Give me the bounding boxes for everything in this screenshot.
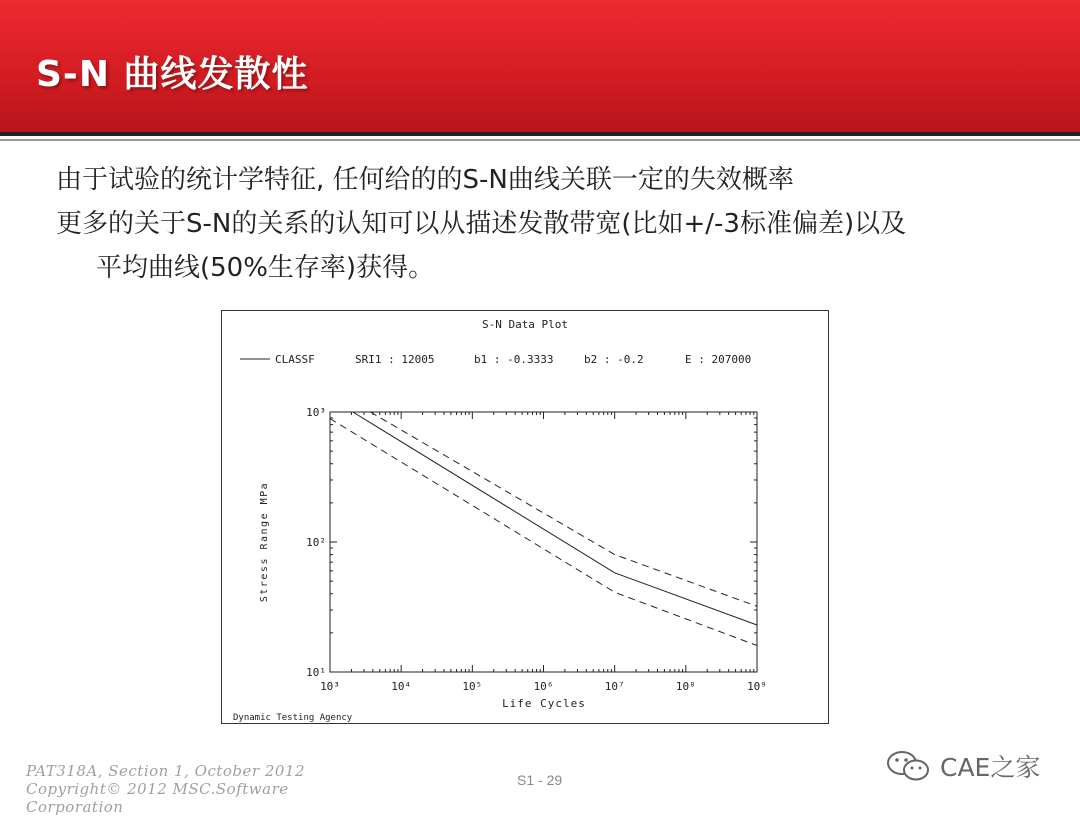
x-tick-label: 10⁵ — [462, 680, 483, 693]
legend-e: E : 207000 — [685, 353, 752, 366]
y-axis-label: Stress Range MPa — [259, 481, 270, 603]
x-tick-label: 10⁸ — [675, 680, 696, 693]
x-tick-label: 10⁷ — [604, 680, 625, 693]
page-number: S1 - 29 — [517, 772, 563, 788]
bullet-2: 更多的关于S-N的关系的认知可以从描述发散带宽(比如+/-3标准偏差)以及 — [56, 209, 907, 239]
legend-b2: b2 : -0.2 — [584, 353, 644, 366]
slide-title: S-N 曲线发散性 — [36, 54, 309, 95]
legend-sri1: SRI1 : 12005 — [355, 353, 435, 366]
watermark — [884, 748, 1040, 784]
footer-copyright — [26, 762, 305, 816]
plot-frame — [330, 412, 757, 672]
title-bar — [0, 0, 1080, 132]
y-tick-label: 10¹ — [306, 666, 326, 679]
footer-line-3: Corporation — [26, 798, 124, 816]
x-tick-label: 10⁶ — [533, 680, 554, 693]
x-axis-label: Life Cycles — [502, 697, 586, 710]
divider-dark — [0, 132, 1080, 136]
watermark-text: CAE之家 — [940, 753, 1041, 782]
bullet-list — [56, 158, 1056, 290]
x-tick-label: 10⁹ — [747, 680, 767, 693]
wechat-icon — [884, 749, 934, 783]
sn-plot-svg — [222, 311, 828, 723]
scatter-band-line — [370, 412, 757, 606]
footer-line-1: PAT318A, Section 1, October 2012 — [26, 762, 305, 780]
chart-title: S-N Data Plot — [481, 318, 569, 331]
axis-ticks — [306, 406, 767, 693]
legend-b1: b1 : -0.3333 — [474, 353, 554, 366]
y-tick-label: 10² — [306, 536, 326, 549]
series-lines — [330, 412, 757, 646]
y-tick-label: 10³ — [306, 406, 326, 419]
bullet-2-continued: 平均曲线(50%生存率)获得。 — [96, 253, 435, 283]
x-tick-label: 10³ — [320, 680, 340, 693]
sn-plot — [221, 310, 829, 724]
divider-light — [0, 139, 1080, 141]
bullet-1: 由于试验的统计学特征, 任何给的的S-N曲线关联一定的失效概率 — [56, 165, 794, 195]
chart-footnote: Dynamic Testing Agency — [233, 713, 353, 723]
mean-sn-curve — [353, 412, 757, 625]
footer-line-2: Copyright© 2012 MSC.Software — [26, 780, 289, 798]
scatter-band-line — [330, 419, 757, 646]
x-tick-label: 10⁴ — [391, 680, 412, 693]
legend-series: CLASSF — [275, 353, 315, 366]
